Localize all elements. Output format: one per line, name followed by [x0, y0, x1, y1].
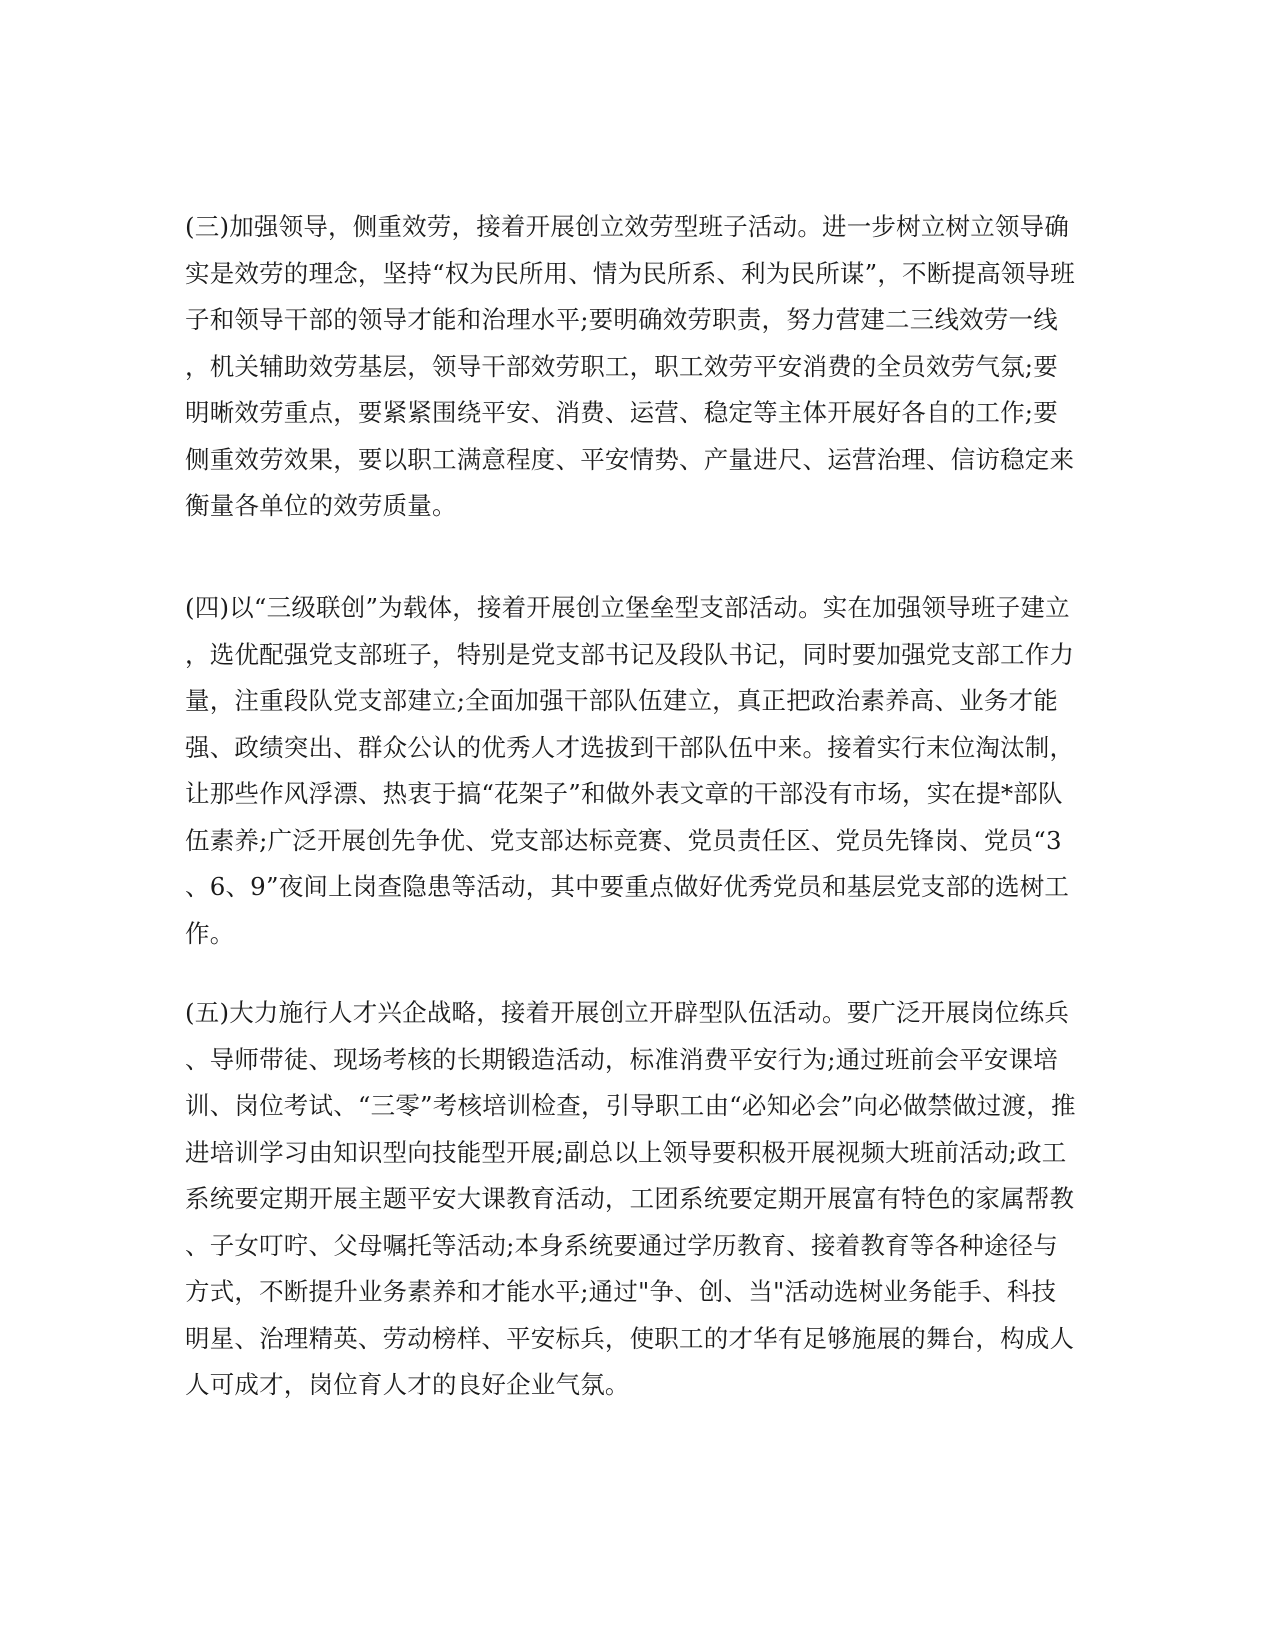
text-line: 、6、9”夜间上岗查隐患等活动，其中要重点做好优秀党员和基层党支部的选树工 [185, 872, 1070, 901]
text-line: 侧重效劳效果，要以职工满意程度、平安情势、产量进尺、运营治理、信访稳定来 [185, 444, 1075, 474]
text-line: (四)以“三级联创”为载体，接着开展创立堡垒型支部活动。实在加强领导班子建立 [185, 593, 1070, 622]
text-line: 系统要定期开展主题平安大课教育活动，工团系统要定期开展富有特色的家属帮教 [185, 1184, 1075, 1213]
text-line: ，选优配强党支部班子，特别是党支部书记及段队书记，同时要加强党支部工作力 [185, 639, 1075, 669]
text-line: 伍素养;广泛开展创先争优、党支部达标竞赛、党员责任区、党员先锋岗、党员“3 [185, 825, 1062, 855]
text-line: ，机关辅助效劳基层，领导干部效劳职工，职工效劳平安消费的全员效劳气氛;要 [185, 351, 1058, 381]
text-line: 强、政绩突出、群众公认的优秀人才选拔到干部队伍中来。接着实行末位淘汰制， [185, 732, 1075, 762]
text-line: 衡量各单位的效劳质量。 [185, 491, 457, 520]
paragraph-section-three [185, 204, 1090, 530]
paragraph-section-five [185, 990, 1090, 1409]
text-line: 人可成才，岗位育人才的良好企业气氛。 [185, 1370, 630, 1399]
text-line: 方式，不断提升业务素养和才能水平;通过"争、创、当"活动选树业务能手、科技 [185, 1277, 1057, 1306]
text-line: 实是效劳的理念，坚持“权为民所用、情为民所系、利为民所谋”，不断提高领导班 [185, 258, 1075, 288]
text-line: 训、岗位考试、“三零”考核培训检查，引导职工由“必知必会”向必做禁做过渡，推 [185, 1091, 1076, 1120]
text-line: 子和领导干部的领导才能和治理水平;要明确效劳职责，努力营建二三线效劳一线 [185, 305, 1058, 334]
text-line: 进培训学习由知识型向技能型开展;副总以上领导要积极开展视频大班前活动;政工 [185, 1137, 1067, 1167]
text-line: 明星、治理精英、劳动榜样、平安标兵，使职工的才华有足够施展的舞台，构成人 [185, 1323, 1075, 1353]
paragraph-section-four [185, 585, 1090, 957]
text-line: 明晰效劳重点，要紧紧围绕平安、消费、运营、稳定等主体开展好各自的工作;要 [185, 398, 1058, 427]
text-line: (五)大力施行人才兴企战略，接着开展创立开辟型队伍活动。要广泛开展岗位练兵 [185, 998, 1070, 1027]
text-line: 作。 [185, 918, 235, 948]
text-line: 让那些作风浮漂、热衷于搞“花架子”和做外表文章的干部没有市场，实在提*部队 [185, 779, 1063, 808]
text-line: 、子女叮咛、父母嘱托等活动;本身系统要通过学历教育、接着教育等各种途径与 [185, 1230, 1058, 1260]
text-line: 量，注重段队党支部建立;全面加强干部队伍建立，真正把政治素养高、业务才能 [185, 686, 1058, 715]
text-line: (三)加强领导，侧重效劳，接着开展创立效劳型班子活动。进一步树立树立领导确 [185, 212, 1070, 241]
text-line: 、导师带徒、现场考核的长期锻造活动，标准消费平安行为;通过班前会平安课培 [185, 1044, 1058, 1074]
